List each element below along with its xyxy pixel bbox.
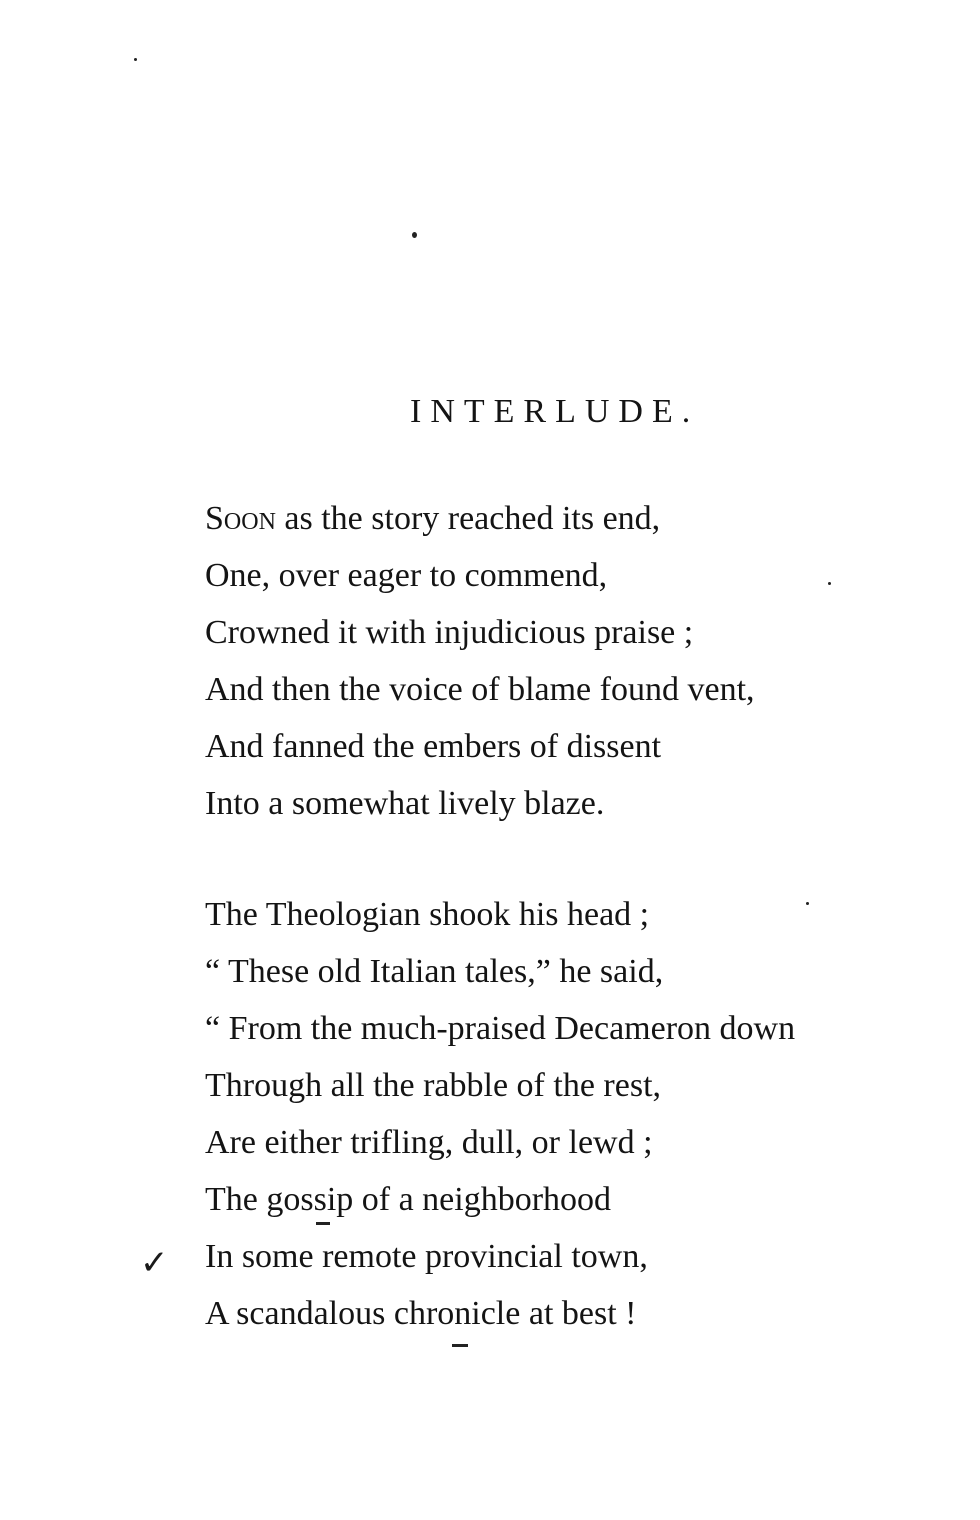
verse-line-rest: as the story reached its end, [275,500,661,537]
verse-line-6: Into a somewhat lively blaze. [205,785,605,822]
verse-line-11: Are either trifling, dull, or lewd ; [205,1124,653,1161]
small-caps-first-word: Soon [205,500,276,537]
ink-speck [412,232,417,238]
verse-line-10: Through all the rabble of the rest, [205,1067,662,1104]
ink-speck [828,582,831,585]
verse-line-5: And fanned the embers of dissent [205,728,662,765]
page-title: INTERLUDE. [410,393,700,430]
pencil-dash-mark [452,1344,468,1347]
ink-speck [134,58,137,61]
ink-speck [806,902,809,905]
verse-line-2: One, over eager to commend, [205,557,608,594]
verse-line-13: In some remote provincial town, [205,1238,648,1275]
verse-line-3: Crowned it with injudicious praise ; [205,614,694,651]
checkmark-icon: ✓ [140,1243,169,1283]
stanza-1 [205,490,755,832]
pencil-dash-mark [316,1222,330,1225]
verse-line-12: The gossip of a neighborhood [205,1181,612,1218]
verse-line-7: The Theologian shook his head ; [205,896,650,933]
stanza-2 [205,886,795,1342]
verse-line-1 [205,490,755,547]
verse-line-4: And then the voice of blame found vent, [205,671,755,708]
verse-line-8: “ These old Italian tales,” he said, [205,953,664,990]
verse-line-9: “ From the much-praised Decameron down [205,1010,796,1047]
verse-line-14: A scandalous chronicle at best ! [205,1295,637,1332]
